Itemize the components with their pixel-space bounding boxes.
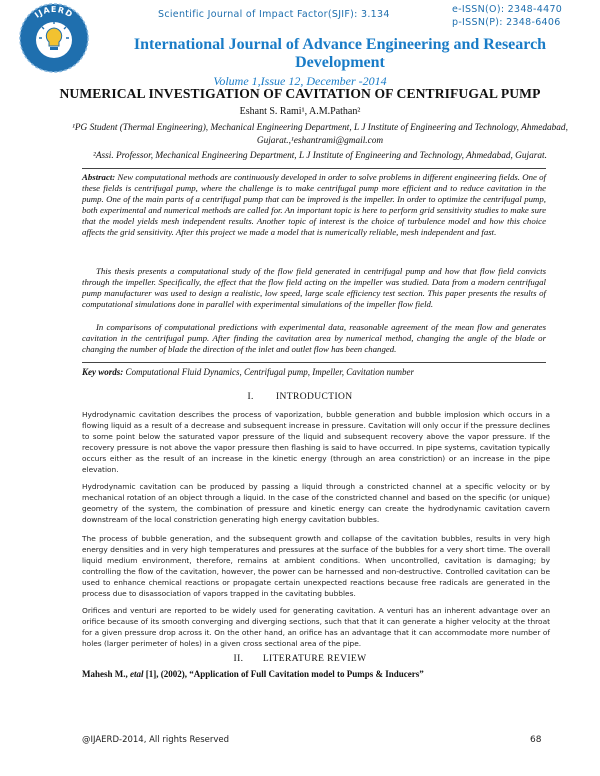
reference-details: [1], (2002), “Application of Full Cavitation model to Pumps & Inducers” xyxy=(145,669,424,679)
p-issn: p-ISSN(P): 2348-6406 xyxy=(452,17,561,28)
affiliation-1: ¹PG Student (Thermal Engineering), Mechanical Engineering Department, L J Institute of Engineering and Technology, Ahmedabad, Gujarat.,¹eshantrami@gmail.com xyxy=(72,123,568,146)
paper-authors: Eshant S. Rami¹, A.M.Pathan² xyxy=(239,106,361,117)
keywords-text: Computational Fluid Dynamics, Centrifugal pump, Impeller, Cavitation number xyxy=(125,367,414,377)
abstract-label: Abstract: xyxy=(82,172,116,182)
section-heading-introduction: I. INTRODUCTION xyxy=(247,392,353,402)
volume-issue: Volume 1,Issue 12, December -2014 xyxy=(213,74,387,88)
intro-paragraph-1: Hydrodynamic cavitation describes the process of vaporization, bubble generation and bubble implosion which occurs in a flowing liquid as a result of a decrease and subsequent increase in pressure. Cavitation will only occur if the pressure declines to some point below the saturated vapor pressure of the liquid and subsequent recovery above the vapor pressure. If the recovery pressure is not above the vapor pressure then flashing is said to have occurred. In pipe systems, cavitation typically occurs either as the result of an increase in the kinetic energy (through an area constriction) or an increase in the pipe elevation. xyxy=(82,410,550,474)
paper-title: NUMERICAL INVESTIGATION OF CAVITATION OF CENTRIFUGAL PUMP xyxy=(59,86,541,101)
divider-bottom xyxy=(82,362,546,363)
reference-entry xyxy=(82,669,424,679)
footer-page-number: 68 xyxy=(530,735,542,745)
reference-etal: etal xyxy=(130,669,144,679)
abstract-paragraph-3: In comparisons of computational predictions with experimental data, reasonable agreement of the mean flow and generates cavitation in the centrifugal pump. After finding the cavitation area by numerical method, changing the angle of the blade or changing the number of blade the direction of the inlet and outlet flow has been changed. xyxy=(82,322,546,354)
intro-paragraph-2: Hydrodynamic cavitation can be produced by passing a liquid through a constricted channel at a specific velocity or by mechanical rotation of an object through a liquid. In the case of the constricted channel and based on the specific (or unique) geometry of the system, the combination of pressure and kinetic energy can create the hydrodynamic cavitation cavern downstream of the local constriction generating high energy cavitation bubbles. xyxy=(82,482,550,524)
affiliation-2: ²Assi. Professor, Mechanical Engineering Department, L J Institute of Engineering and Technology, Ahmedabad, Gujarat. xyxy=(93,151,547,161)
reference-author: Mahesh M., xyxy=(82,669,128,679)
abstract-paragraph-2: This thesis presents a computational study of the flow field generated in centrifugal pump and how that flow field convicts through the impeller. Specifically, the effect that the flow field acting on the impeller was studied. Data from a modern centrifugal pump manufacturer was used to design a realistic, low speed, large scale efficiency test section. This paper presents the results of computational simulations done in parallel with experimental simulations of the impeller flow field. xyxy=(82,266,546,309)
intro-paragraph-4: Orifices and venturi are reported to be widely used for generating cavitation. A venturi has an inherent advantage over an orifice because of its smooth converging and diverging sections, such that that it can generate a higher velocity at the throat for a given pressure drop across it. On the other hand, an orifice has an advantage that it can accommodate more number of holes (larger perimeter of holes) in a given cross sectional area of the pipe. xyxy=(82,606,550,648)
journal-logo xyxy=(18,2,90,74)
logo-text: IJAERD xyxy=(33,4,75,20)
e-issn: e-ISSN(O): 2348-4470 xyxy=(452,4,563,15)
divider-top xyxy=(82,168,546,169)
abstract-text-1: New computational methods are continuously developed in order to solve problems in different engineering fields. One of these fields is centrifugal pump, where the challenge is to make centrifugal pump more efficient and to reduce cavitation in the pump. One of the main parts of a centrifugal pump that can be improved is the impeller. In order to optimize the centrifugal pump, both experimental and numerical methods are called for. An important topic is here to perform grid sensitivity studies to make sure that the model yields mesh independent results. Another topic of interest is the choice of turbulence model and how this choice affects the grid sensitivity. After this project we made a model that is numerically reliable, mesh independent and fast. xyxy=(82,172,546,237)
journal-name: International Journal of Advance Engineering and Research Development xyxy=(133,36,547,71)
keywords xyxy=(82,367,546,377)
section-heading-literature-review: II. LITERATURE REVIEW xyxy=(233,654,367,664)
impact-factor: Scientific Journal of Impact Factor(SJIF): 3.134 xyxy=(158,9,390,20)
keywords-label: Key words: xyxy=(82,367,124,377)
footer-copyright: @IJAERD-2014, All rights Reserved xyxy=(82,735,230,745)
intro-paragraph-3: The process of bubble generation, and the subsequent growth and collapse of the cavitation bubbles, results in very high energy densities and in very high temperatures and pressures at the surface of the bubbles for a very short time. The overall liquid medium environment, therefore, remains at ambient conditions. When uncontrolled, cavitation is damaging; by controlling the flow of the cavitation, however, the power can be harnessed and non-destructive. Controlled cavitation can be used to enhance chemical reactions or propagate certain unexpected reactions because free radicals are generated in the process due to disassociation of vapors trapped in the cavitating bubbles. xyxy=(82,534,550,598)
abstract-paragraph-1 xyxy=(82,172,546,238)
